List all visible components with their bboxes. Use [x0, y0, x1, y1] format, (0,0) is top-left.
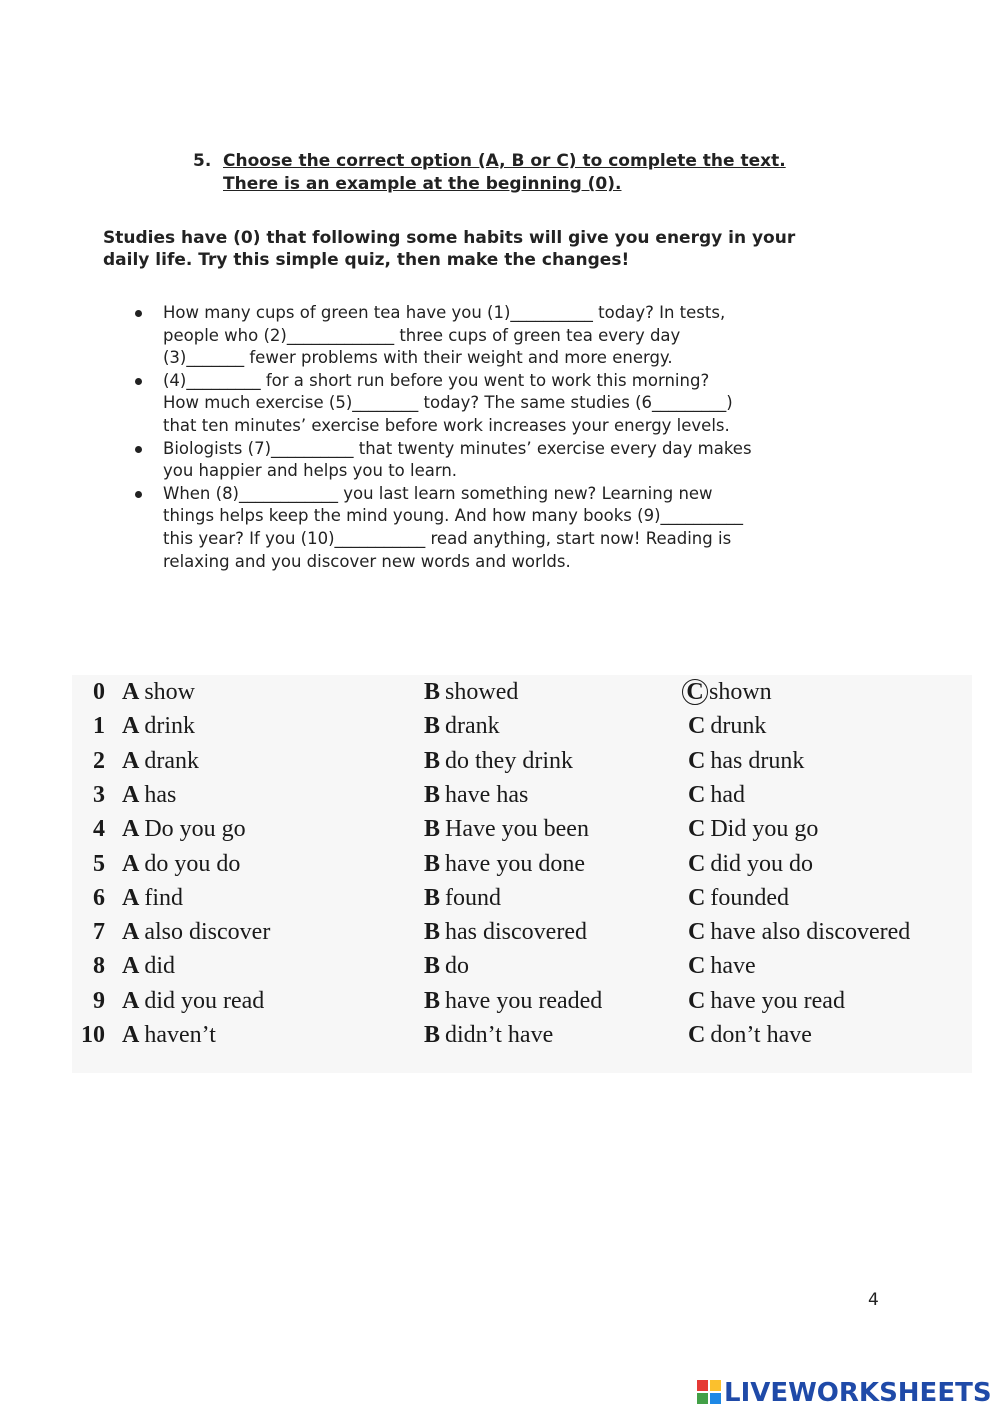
option-text: do [445, 953, 470, 979]
option-text: have you readed [445, 988, 603, 1014]
option-text: drunk [710, 713, 767, 739]
quiz-bullet [130, 370, 830, 438]
option-letter: A [122, 885, 140, 911]
option-letter: B [424, 851, 441, 877]
option-letter: C [688, 953, 706, 979]
option-letter: A [122, 713, 140, 739]
option-a[interactable] [122, 679, 195, 706]
bullet-line: people who (2)_____________ three cups of green tea every day [163, 325, 681, 345]
option-row [72, 988, 972, 1022]
option-text: also discover [144, 919, 271, 945]
option-text: did you do [710, 851, 814, 877]
option-text: don’t have [710, 1022, 812, 1048]
bullet-line: (3)_______ fewer problems with their weight and more energy. [163, 348, 673, 368]
option-a[interactable] [122, 988, 264, 1015]
option-b[interactable] [424, 816, 589, 843]
option-text: Did you go [710, 816, 819, 842]
option-c[interactable] [688, 782, 745, 809]
option-letter: C [688, 748, 706, 774]
option-letter: B [424, 748, 441, 774]
option-text: shown [709, 679, 772, 705]
option-b[interactable] [424, 713, 500, 740]
option-row [72, 748, 972, 782]
page-number: 4 [868, 1290, 879, 1310]
option-letter: B [424, 885, 441, 911]
option-letter: C [688, 885, 706, 911]
option-b[interactable] [424, 748, 573, 775]
option-letter: A [122, 782, 140, 808]
option-a[interactable] [122, 851, 240, 878]
question-number: 4 [93, 816, 105, 842]
option-text: haven’t [144, 1022, 216, 1048]
bullet-line: relaxing and you discover new words and worlds. [163, 551, 571, 571]
option-letter: A [122, 953, 140, 979]
option-row [72, 782, 972, 816]
option-b[interactable] [424, 679, 518, 706]
bullet-line: that ten minutes’ exercise before work increases your energy levels. [163, 415, 730, 435]
option-text: do you do [144, 851, 241, 877]
option-letter: B [424, 816, 441, 842]
option-letter: B [424, 953, 441, 979]
option-row [72, 679, 972, 713]
exercise-number: 5. [193, 151, 212, 171]
option-c[interactable] [688, 953, 756, 980]
bullet-dot-icon [135, 491, 142, 498]
option-letter: B [424, 1022, 441, 1048]
bullet-line: When (8)____________ you last learn something new? Learning new [163, 483, 713, 503]
instruction-line-2: There is an example at the beginning (0). [223, 174, 622, 194]
option-letter: A [122, 851, 140, 877]
option-c[interactable] [688, 851, 813, 878]
option-letter: C [688, 851, 706, 877]
option-row [72, 919, 972, 953]
option-text: drank [144, 748, 199, 774]
option-a[interactable] [122, 748, 199, 775]
option-letter: B [424, 713, 441, 739]
bullet-line: Biologists (7)__________ that twenty minutes’ exercise every day makes [163, 438, 752, 458]
option-letter: C [688, 816, 706, 842]
liveworksheets-brand-name: LIVEWORKSHEETS [724, 1378, 992, 1408]
option-text: drank [445, 713, 500, 739]
bullet-line: How much exercise (5)________ today? The same studies (6_________) [163, 393, 733, 413]
option-text: have you read [710, 988, 845, 1014]
option-b[interactable] [424, 851, 585, 878]
option-row [72, 851, 972, 885]
intro-line-1: Studies have (0) that following some habits will give you energy in your [103, 228, 796, 248]
option-text: have [710, 953, 756, 979]
quiz-bullet-list [130, 302, 830, 573]
option-row [72, 713, 972, 747]
option-text: have you done [445, 851, 585, 877]
question-number: 5 [93, 851, 105, 877]
logo-square [710, 1393, 721, 1404]
bullet-dot-icon [135, 310, 142, 317]
option-letter: A [122, 816, 140, 842]
option-b[interactable] [424, 1022, 553, 1049]
option-b[interactable] [424, 782, 528, 809]
option-letter: A [122, 919, 140, 945]
option-text: founded [710, 885, 789, 911]
option-c[interactable] [688, 816, 818, 843]
question-number: 6 [93, 885, 105, 911]
bullet-line: you happier and helps you to learn. [163, 461, 458, 481]
option-letter: B [424, 679, 441, 705]
option-row [72, 1022, 972, 1056]
option-b[interactable] [424, 919, 587, 946]
option-row [72, 953, 972, 987]
bullet-line: How many cups of green tea have you (1)__________ today? In tests, [163, 303, 726, 322]
option-row [72, 885, 972, 919]
quiz-bullet [130, 483, 830, 573]
option-b[interactable] [424, 885, 501, 912]
option-text: Have you been [445, 816, 589, 842]
logo-square [697, 1380, 708, 1391]
option-c[interactable] [688, 919, 910, 946]
option-a[interactable] [122, 919, 270, 946]
bullet-line: (4)_________ for a short run before you went to work this morning? [163, 370, 710, 390]
option-text: Do you go [144, 816, 246, 842]
circled-answer-letter: C [682, 679, 708, 705]
option-letter: C [688, 782, 706, 808]
option-letter: C [688, 713, 706, 739]
option-c[interactable] [688, 885, 789, 912]
intro-line-2: daily life. Try this simple quiz, then make the changes! [103, 250, 630, 270]
option-letter: A [122, 988, 140, 1014]
question-number: 10 [81, 1022, 105, 1048]
question-number: 8 [93, 953, 105, 979]
option-letter: A [122, 748, 140, 774]
option-letter: C [688, 988, 706, 1014]
question-number: 2 [93, 748, 105, 774]
option-text: showed [445, 679, 519, 705]
option-text: has [144, 782, 177, 808]
question-number: 9 [93, 988, 105, 1014]
bullet-line: this year? If you (10)___________ read anything, start now! Reading is [163, 528, 732, 548]
option-text: had [710, 782, 745, 808]
option-text: did you read [144, 988, 265, 1014]
option-letter: A [122, 679, 140, 705]
bullet-dot-icon [135, 446, 142, 453]
option-row [72, 816, 972, 850]
instruction-line-1: Choose the correct option (A, B or C) to complete the text. [223, 151, 786, 171]
option-c[interactable] [688, 748, 804, 775]
option-a[interactable] [122, 885, 183, 912]
question-number: 3 [93, 782, 105, 808]
exercise-instruction [193, 150, 833, 196]
option-letter: A [122, 1022, 140, 1048]
option-text: have also discovered [710, 919, 911, 945]
option-letter: C [688, 1022, 706, 1048]
logo-square [710, 1380, 721, 1391]
option-b[interactable] [424, 988, 602, 1015]
bullet-line: things helps keep the mind young. And how many books (9)__________ [163, 506, 744, 526]
option-letter: B [424, 988, 441, 1014]
option-text: found [445, 885, 502, 911]
option-a[interactable] [122, 953, 175, 980]
intro-paragraph [103, 227, 803, 271]
option-letter: B [424, 782, 441, 808]
option-a[interactable] [122, 1022, 216, 1049]
option-c[interactable] [688, 1022, 812, 1049]
option-a[interactable] [122, 713, 195, 740]
answer-options-table [72, 675, 972, 1073]
bullet-dot-icon [135, 378, 142, 385]
option-text: has drunk [710, 748, 805, 774]
liveworksheets-logo-icon [697, 1380, 721, 1404]
question-number: 7 [93, 919, 105, 945]
quiz-bullet [130, 438, 830, 483]
option-b[interactable] [424, 953, 469, 980]
option-letter: B [424, 919, 441, 945]
option-text: has discovered [445, 919, 587, 945]
option-letter: C [688, 919, 706, 945]
option-c[interactable] [688, 988, 845, 1015]
option-text: have has [445, 782, 529, 808]
question-number: 0 [93, 679, 105, 705]
option-text: drink [144, 713, 196, 739]
quiz-bullet [130, 302, 830, 370]
option-text: did [144, 953, 176, 979]
option-text: show [144, 679, 196, 705]
option-c[interactable] [688, 713, 766, 740]
option-text: find [144, 885, 184, 911]
logo-square [697, 1393, 708, 1404]
option-c[interactable] [688, 679, 772, 706]
option-a[interactable] [122, 816, 246, 843]
option-a[interactable] [122, 782, 176, 809]
option-text: didn’t have [445, 1022, 554, 1048]
option-text: do they drink [445, 748, 573, 774]
question-number: 1 [93, 713, 105, 739]
